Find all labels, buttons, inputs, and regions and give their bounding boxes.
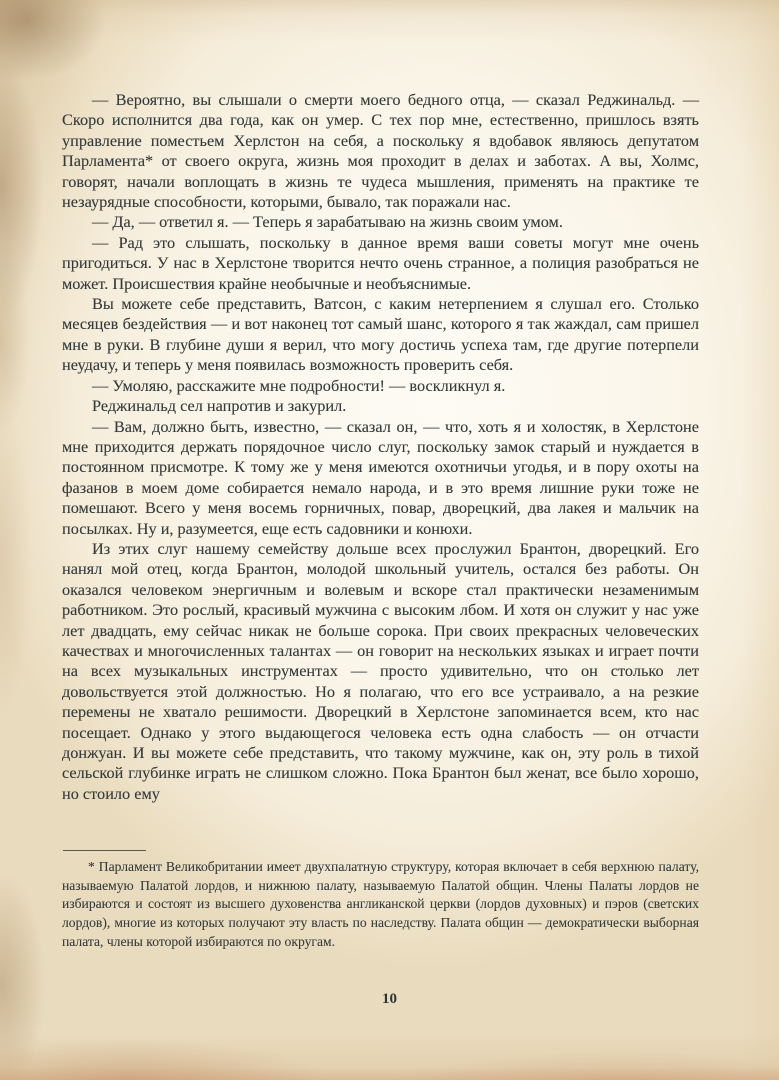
paragraph: — Да, — ответил я. — Теперь я зарабатываю на жизнь своим умом. xyxy=(92,212,563,232)
paragraph: Из этих слуг нашему семейству дольше всех прослужил Брантон, дворецкий. Его нанял мой отец, когда Брантон, молодой школьный учитель, остался без работы. Он оказался человеком энергичным и волевым и вскоре стал практически незаменимым работником. Это рослый, красивый мужчина с высоким лбом. И хотя он служит у нас уже лет двадцать, ему сейчас никак не больше сорока. При своих прекрасных человеческих качествах и многочисленных талантах — он говорит на нескольких языках и играет почти на всех музыкальных инструментах — просто удивительно, что он столько лет довольствуется этой должностью. Но я полагаю, что его все устраивало, а на резкие перемены не хватало решимости. Дворецкий в Херлстоне запоминается всем, кто нас посещает. Однако у этого выдающегося человека есть одна слабость — он отчасти донжуан. И вы можете себе представить, что такому мужчине, как он, эту роль в тихой сельской глубинке играть не слишком сложно. Пока Брантон был женат, все было хорошо, но стоило ему xyxy=(62,538,699,803)
footnote-divider xyxy=(63,850,146,851)
paragraph: Вы можете себе представить, Ватсон, с каким нетерпением я слушал его. Столько месяцев бездействия — и вот наконец тот самый шанс, которого я так жаждал, сам пришел мне в руки. В глубине души я верил, что могу достичь успеха там, где другие потерпели неудачу, и теперь у меня появилась возможность проверить себя. xyxy=(62,294,699,375)
paragraph: — Вам, должно быть, известно, — сказал он, — что, хоть я и холостяк, в Херлстоне мне приходится держать порядочное число слуг, поскольку замок старый и нуждается в постоянном присмотре. К тому же у меня имеются охотничьи угодья, и в пору охоты на фазанов в моем доме собирается немало народа, и в это время лишние руки тоже не помешают. Всего у меня восемь горничных, повар, дворецкий, два лакея и мальчик на посылках. Ну и, разумеется, еще есть садовники и конюхи. xyxy=(62,416,699,538)
paragraph: — Вероятно, вы слышали о смерти моего бедного отца, — сказал Реджинальд. — Скоро исполнится два года, как он умер. С тех пор мне, естественно, пришлось взять управление поместьем Херлстон на себя, а поскольку я вдобавок являюсь депутатом Парламента* от своего округа, жизнь моя проходит в делах и заботах. А вы, Холмс, говорят, начали воплощать в жизнь те чудеса мышления, применять на практике те незаурядные способности, которыми, бывало, так поражали нас. xyxy=(62,90,699,212)
paragraph: — Рад это слышать, поскольку в данное время ваши советы могут мне очень пригодиться. У нас в Херлстоне творится нечто очень странное, а полиция разобраться не может. Происшествия крайне необычные и необъяснимые. xyxy=(62,232,699,293)
page-number: 10 xyxy=(382,991,397,1007)
paragraph: Реджинальд сел напротив и закурил. xyxy=(92,396,347,416)
footnote-text: * Парламент Великобритании имеет двухпалатную структуру, которая включает в себя верхнюю палату, называемую Палатой лордов, и нижнюю палату, называемую Палатой общин. Члены Палаты лордов не избираются и состоят из высшего духовенства англиканской церкви (лордов духовных) и пэров (светских лордов), многие из которых получают эту власть по наследству. Палата общин — демократически выборная палата, члены которой избираются по округам. xyxy=(62,859,699,949)
paragraph: — Умоляю, расскажите мне подробности! — воскликнул я. xyxy=(92,375,506,395)
footnote xyxy=(62,858,699,952)
body-text xyxy=(62,90,699,804)
